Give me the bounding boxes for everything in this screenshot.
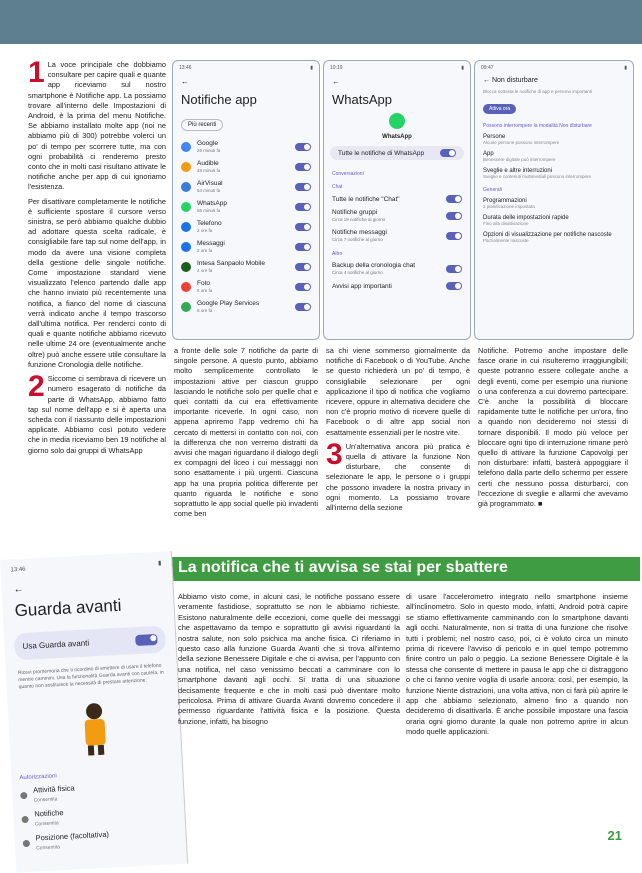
status-bar: [324, 61, 470, 75]
back-arrow-icon[interactable]: ←: [332, 77, 340, 86]
screen-title: Guarda avanti: [14, 595, 122, 621]
app-icon: [181, 302, 191, 312]
paragraph: La voce principale che dobbiamo consultare per capire quali e quante app riceviamo sul nostro smartphone è Notifiche app. La possiamo trovare all'interno delle Impostazioni di Android, è la prima del menu Notifiche. Se abbiamo installato molte app (noi ne abbiamo più di 300) potrebbe volerci un po' di tempo per scorrere tutte, ma con ogni probabilità ci renderemo presto conto che in molti casi risultano attivate le notifiche anche per app di cui ignoriamo l'esistenza.: [28, 60, 166, 192]
setting-item[interactable]: [475, 195, 633, 212]
app-name: Telefono: [197, 220, 222, 227]
item-name: Notifiche messaggi: [332, 229, 387, 236]
status-bar: [173, 61, 319, 75]
article-column-1: [28, 56, 166, 460]
use-guarda-avanti-toggle[interactable]: [14, 625, 166, 660]
status-time: 10:19: [330, 65, 343, 71]
paragraph: Abbiamo visto come, in alcuni casi, le notifiche possano essere veramente fastidiose, soprattutto se non le abbiamo richieste. Esistono naturalmente delle eccezioni, come quelle dei messaggi che aspettavamo da tempo e soprattutto gli avvisi riguardanti la nostra salute, non solo psichica ma anche fisica. Ci riferiamo in questo caso alla funzione Guarda Avanti che si trova all'interno della sezione Benessere Digitale e che ci avvisa, per l'appunto con una notifica, nel caso venissimo beccati a camminare con lo smartphone davanti agli occhi. Si tratta di una situazione decisamente frequente e che in molti casi può diventare molto pericolosa. Prima di attivare Guarda Avanti dovremo concedere il permesso riguardante l'attività fisica e la posizione. Questa funzione, infatti, ha bisogno: [178, 592, 400, 726]
item-name: Backup della cronologia chat: [332, 262, 416, 269]
setting-item[interactable]: [475, 165, 633, 182]
toggle-switch[interactable]: [446, 265, 462, 273]
setting-item[interactable]: [475, 229, 633, 246]
paragraph: sa chi viene sommerso giornalmente da notifiche di Facebook o di YouTube. Anche se questo richiederà un po' di tempo, è consigliabile selezionare per ogni applicazione il tipo di notifica che vogliamo ricevere, oppure in alternativa decidere che non c'è proprio motivo di ricevere quelle di Facebook o di altre app social non esattamente essenziali per le nostre vite.: [326, 346, 470, 437]
header-row: [475, 75, 633, 86]
setting-title: Programmazioni: [483, 198, 527, 204]
all-notifications-toggle[interactable]: [330, 146, 464, 160]
app-row[interactable]: [173, 177, 319, 197]
app-row[interactable]: [173, 237, 319, 257]
paragraph: a fronte delle sole 7 notifiche da parte di singole persone. A questo punto, abbiamo molto semplicemente controllato le impostazioni attive per ciascun gruppo lasciando le notifiche solo per quelle chat e quei contatti da cui era effettivamente importante riceverle. In ogni caso, non appena apriremo l'app vedremo chi ha cercato di mettersi in contatto con noi, con la differenza che non verremo distratti da avvisi che magari riguardano il dialogo degli ex compagni del liceo i cui messaggi non sono esattamente i più urgenti. Ciascuna app ha una propria politica differente per quanto riguarda le notifiche e sono soprattutto le app social quelle più invadenti come ben: [174, 346, 318, 519]
setting-item[interactable]: [475, 212, 633, 229]
groups-toggle[interactable]: [324, 206, 470, 226]
app-time: 4 ore fa: [197, 268, 213, 273]
permission-icon: [21, 815, 28, 822]
app-name: Intesa Sanpaolo Mobile: [197, 260, 265, 267]
status-time: 09:47: [481, 65, 494, 71]
messages-toggle[interactable]: [324, 226, 470, 246]
toggle-switch[interactable]: [295, 223, 311, 231]
app-name: Messaggi: [197, 240, 225, 247]
backup-toggle[interactable]: [324, 259, 470, 279]
description: Ricevi promemoria che ti ricordino di smettere di usare il telefono mentre cammini. Usa la funzionalità Guarda avanti con cautela, in quanto non sostituisce la necessità di prestare attenzione.: [17, 662, 164, 691]
app-time: 2 ore fa: [197, 228, 213, 233]
box-column-2: [406, 592, 628, 738]
screenshot-whatsapp: [323, 60, 471, 340]
setting-title: Durata delle impostazioni rapide: [483, 215, 569, 221]
toggle-switch[interactable]: [295, 203, 311, 211]
app-time: 56 minuti fa: [197, 208, 221, 213]
drop-number: 3: [326, 437, 343, 471]
permission-title: Posizione (facoltativa): [35, 829, 110, 843]
toggle-switch[interactable]: [295, 263, 311, 271]
app-row[interactable]: [173, 197, 319, 217]
chat-toggle[interactable]: [324, 192, 470, 206]
drop-number: 2: [28, 370, 45, 404]
screenshot-non-disturbare: [474, 60, 634, 340]
box-title: La notifica che ti avvisa se stai per sbattere: [170, 557, 640, 581]
app-row[interactable]: [173, 137, 319, 157]
setting-sub: Parzialmente nascoste: [483, 238, 529, 243]
item-sub: Circa 19 notifiche al giorno: [332, 217, 386, 222]
permission-status: Consentita: [33, 796, 58, 804]
setting-title: Sveglie e altre interruzioni: [483, 168, 553, 174]
app-name: Google Play Services: [197, 300, 260, 307]
section-label: Altro: [332, 251, 343, 257]
app-icon: [181, 202, 191, 212]
app-row[interactable]: [173, 277, 319, 297]
section-label: Conversazioni: [332, 171, 364, 177]
back-arrow-icon[interactable]: ←: [13, 583, 24, 596]
app-name: Google: [197, 140, 218, 147]
item-sub: Circa 7 notifiche al giorno: [332, 237, 383, 242]
toggle-switch[interactable]: [295, 143, 311, 151]
app-time: 54 minuti fa: [197, 188, 221, 193]
setting-item[interactable]: [475, 131, 633, 148]
app-name: WhatsApp: [382, 134, 412, 140]
toggle-switch[interactable]: [135, 634, 158, 646]
section-label: Chat: [332, 184, 343, 190]
permission-icon: [23, 839, 30, 846]
section-label: Possono interrompere la modalità Non disturbare: [483, 123, 592, 129]
screen-title: Notifiche app: [181, 92, 257, 107]
app-icon: [181, 142, 191, 152]
person-illustration: [7, 689, 182, 771]
toggle-switch[interactable]: [295, 183, 311, 191]
app-icon: [181, 182, 191, 192]
item-sub: Circa 4 notifiche al giorno: [332, 270, 383, 275]
battery-icon: ▮: [310, 65, 313, 71]
article-column-3: [326, 346, 470, 517]
item-name: Notifiche gruppi: [332, 209, 378, 216]
app-name: Foto: [197, 280, 211, 287]
app-icon: [181, 242, 191, 252]
paragraph: Un'alternativa ancora più pratica è quella di attivare la funzione Non disturbare, che consente di selezionare le app, le persone o i gruppi che possono invadere la nostra privacy in ogni momento. La possiamo trovare all'interno della sezione: [326, 441, 470, 513]
back-arrow-icon[interactable]: ←: [181, 77, 189, 86]
setting-sub: 1 pianificazione impostata: [483, 204, 535, 209]
paragraph: Per disattivare completamente le notifiche è sufficiente spostare il cursore verso sinistra, se però abbiamo qualche dubbio ad adottare questa scelta radicale, è consigliabile fare tap sul nome dell'app, in modo da avere una visione completa della gestione delle singole notifiche. Come impostazione standard viene visualizzato l'elenco partendo dalle app che hanno inviato più recentemente una notifica, a fianco del nome di ciascuna verrà indicato anche il tempo trascorso dall'ultima notifica. Per renderci conto di quali e quante notifiche abbiamo ricevuto nelle ultime 24 ore (eventualmente anche oltre) può anche essere utile consultare la funzione Cronologia delle notifiche.: [28, 196, 166, 369]
app-time: 26 minuti fa: [197, 148, 221, 153]
toggle-switch[interactable]: [446, 212, 462, 220]
setting-title: Persone: [483, 134, 506, 140]
app-icon: [181, 222, 191, 232]
battery-icon: ▮: [157, 560, 162, 567]
drop-number: 1: [28, 56, 45, 89]
section-label: Autorizzazioni: [19, 773, 57, 782]
app-row[interactable]: [173, 217, 319, 237]
battery-icon: ▮: [461, 65, 464, 71]
toggle-switch[interactable]: [295, 163, 311, 171]
setting-title: App: [483, 151, 494, 157]
section-label: Generali: [483, 187, 502, 193]
page-number: 21: [607, 828, 622, 843]
sort-select[interactable]: Più recenti: [181, 119, 223, 131]
back-arrow-icon[interactable]: ←: [483, 77, 490, 84]
setting-sub: Benessere digitale può interrompere: [483, 157, 556, 162]
app-time: 5 ore fa: [197, 288, 213, 293]
status-bar: [475, 61, 633, 75]
toggle-switch[interactable]: [446, 282, 462, 290]
whatsapp-icon: [324, 113, 470, 134]
paragraph: di usare l'accelerometro integrato nello smartphone insieme all'inclinometro. Solo in questo modo, infatti, Android potrà capire se stiamo effettivamente camminando con lo smartphone davanti agli occhi. Naturalmente, non si tratta di una funzione che risolve tutti i problemi; nel nostro caso, poi, ci è voluto circa un minuto prima di ricevere l'avviso di pericolo e in quel tempo potremmo finire contro un palo o peggio. La sezione Benessere Digitale è la stessa che consente di mettere in pausa le app che ci distraggono o che ci fanno venire voglia di usarle ancora: così, per esempio, la funzione Niente distrazioni, una volta attiva, non ci farà più aprire le app che abbiamo selezionato, almeno fino a quando non decideremo di disattivarla. È anche possibile impostare una fascia oraria ogni giorno durante la quale non potremo aprire in alcun modo quelle applicazioni.: [406, 592, 628, 737]
app-time: 6 ore fa: [197, 308, 213, 313]
important-toggle[interactable]: [324, 279, 470, 293]
article-column-2: [174, 346, 318, 523]
app-icon: [181, 282, 191, 292]
item-name: Avvisi app importanti: [332, 282, 392, 290]
setting-sub: Sveglie e contenuti multimediali possono interrompere: [483, 174, 592, 179]
status-time: 13:46: [10, 566, 26, 574]
screen-title: WhatsApp: [332, 92, 392, 107]
app-icon: [181, 262, 191, 272]
permission-title: Notifiche: [34, 808, 64, 819]
battery-icon: ▮: [624, 65, 627, 71]
article-column-4: [478, 346, 628, 513]
activate-now-button[interactable]: Attiva ora: [483, 104, 516, 114]
toggle-switch[interactable]: [295, 283, 311, 291]
intro-note: Blocca sottosta le notifiche di app e persone importanti: [483, 89, 593, 94]
permission-status: Consentita: [35, 844, 61, 852]
toggle-switch[interactable]: [295, 303, 311, 311]
app-time: 2 ore fa: [197, 248, 213, 253]
top-banner: [0, 0, 642, 44]
paragraph: Notifiche. Potremo anche impostare delle fasce orarie in cui risulteremo irraggiungibili; queste potranno essere collegate anche a degli eventi, come per esempio una riunione o una conferenza a cui dovremo partecipare. C'è anche la possibilità di bloccare rapidamente tutte le notifiche per un'ora, fino a quando non decideremo noi stessi di tornare disponibili. Il modo più veloce per bloccare ogni tipo di interruzione rimane però quello di attivare la funzione Capovolgi per non disturbare: infatti, basterà appoggiare il telefono dalla parte dello schermo per essere certi che nessuno possa disturbarci, con l'eccezione di sveglie e allarmi che avevamo già programmato. ■: [478, 346, 628, 509]
permission-status: Consentita: [34, 820, 59, 828]
app-row[interactable]: [173, 257, 319, 277]
setting-sub: Fino alla disattivazione: [483, 221, 529, 226]
app-name: Audible: [197, 160, 219, 167]
permission-icon: [20, 791, 27, 798]
setting-sub: Alcune persone possono interrompere: [483, 140, 560, 145]
app-name: WhatsApp: [197, 200, 227, 207]
paragraph: Siccome ci sembrava di ricevere un numero esagerato di notifiche da parte di WhatsApp, abbiamo fatto tap sul nome dell'app e si è aperta una scheda con il riassunto delle impostazioni applicate. Abbiamo così potuto vedere che in media riceviamo ben 19 notifiche al giorno solo dai gruppi di WhatsApp: [28, 374, 166, 455]
toggle-switch[interactable]: [446, 195, 462, 203]
setting-title: Opzioni di visualizzazione per notifiche nascoste: [483, 232, 612, 238]
status-time: 13:46: [179, 65, 192, 71]
screenshot-guarda-avanti: [0, 551, 188, 873]
setting-item[interactable]: [475, 148, 633, 165]
toggle-label: Tutte le notifiche "Chat": [332, 195, 400, 203]
toggle-label: Tutte le notifiche di WhatsApp: [338, 149, 425, 157]
permission-title: Attività fisica: [32, 783, 75, 795]
toggle-switch[interactable]: [446, 232, 462, 240]
toggle-switch[interactable]: [440, 149, 456, 157]
app-time: 48 minuti fa: [197, 168, 221, 173]
app-row[interactable]: [173, 157, 319, 177]
app-name: AirVisual: [197, 180, 223, 187]
screen-title: Non disturbare: [491, 77, 538, 84]
app-icon: [181, 162, 191, 172]
screenshot-notifiche-app: [172, 60, 320, 340]
box-column-1: [178, 592, 400, 727]
app-row[interactable]: [173, 297, 319, 317]
toggle-label: Usa Guarda avanti: [22, 638, 90, 651]
toggle-switch[interactable]: [295, 243, 311, 251]
